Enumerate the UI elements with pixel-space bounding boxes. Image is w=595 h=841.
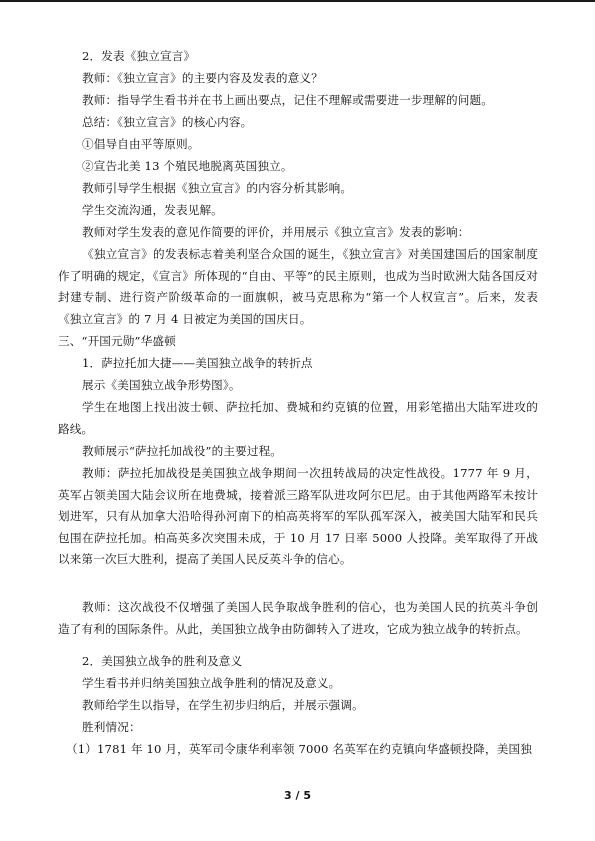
subsection-heading: 1．萨拉托加大捷——美国独立战争的转折点 <box>82 356 313 370</box>
text-line: 展示《美国独立战争形势图》。 <box>82 378 241 392</box>
text-line: 教师：指导学生看书并在书上画出要点，记住不理解或需要进一步理解的问题。 <box>82 93 494 107</box>
text-line: 教师：《独立宣言》的主要内容及发表的意义？ <box>82 71 323 85</box>
section-heading: 三、“开国元勋”华盛顿 <box>58 334 176 348</box>
paragraph-turning-point: 教师：这次战役不仅增强了美国人民争取战争胜利的信心，也为美国人民的抗英斗争创造了有利的国际条件。从此，美国独立战争由防御转入了进攻，它成为独立战争的转折点。 <box>58 600 538 636</box>
text-line: 总结：《独立宣言》的核心内容。 <box>82 115 253 129</box>
subsection-heading: 2．美国独立战争的胜利及意义 <box>82 654 243 668</box>
text-line: 教师给学生以指导，在学生初步归纳后，并展示强调。 <box>82 698 364 712</box>
paragraph-declaration-impact: 《独立宣言》的发表标志着美利坚合众国的诞生，《独立宣言》对美国建国后的国家制度作了明确的规定，《宣言》所体现的“自由、平等”的民主原则，也成为当时欧洲大陆各国反对封建专制、进行资产阶级革命的一面旗帜，被马克思称为“第一个人权宣言”。后来，发表《独立宣言》的 7 月 4 日被定为美国的国庆日。 <box>58 247 538 326</box>
text-line: 学生交流沟通，发表见解。 <box>82 203 223 217</box>
list-item: ②宣告北美 13 个殖民地脱离英国独立。 <box>82 159 293 173</box>
text-line: 教师展示“萨拉托加战役”的主要过程。 <box>82 444 283 458</box>
text-line: 学生看书并归纳美国独立战争胜利的情况及意义。 <box>82 676 341 690</box>
text-line: 教师引导学生根据《独立宣言》的内容分析其影响。 <box>82 181 353 195</box>
page-number: 3 / 5 <box>284 789 311 802</box>
subsection-heading: 2．发表《独立宣言》 <box>82 49 196 63</box>
paragraph-saratoga-battle: 教师：萨拉托加战役是美国独立战争期间一次扭转战局的决定性战役。1777 年 9 月，英军占领美国大陆会议所在地费城，接着派三路军队进攻阿尔巴尼。由于其他两路军未按计划进军，只有从加拿大沿哈得孙河南下的柏高英将军的军队孤军深入，被美国大陆军和民兵包围在萨拉托加。柏高英多次突围未成，于 10 月 17 日率 5000 人投降。美军取得了开战以来第一次巨大胜利，提高了美国人民反英斗争的信心。 <box>58 466 538 566</box>
paragraph-map-activity: 学生在地图上找出波士顿、萨拉托加、费城和约克镇的位置，用彩笔描出大陆军进攻的路线。 <box>58 400 538 436</box>
text-line: 胜利情况： <box>82 720 141 734</box>
list-item: （1）1781 年 10 月，英军司令康华利率领 7000 名英军在约克镇向华盛顿投降，美国独 <box>66 742 533 756</box>
list-item: ①倡导自由平等原则。 <box>82 137 200 151</box>
text-line: 教师对学生发表的意见作简要的评价，并用展示《独立宣言》发表的影响： <box>82 225 470 239</box>
